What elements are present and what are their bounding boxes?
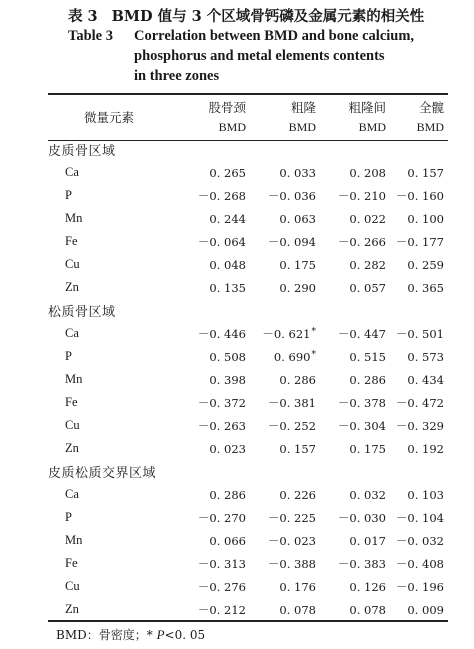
correlation-value-cell [250, 230, 320, 253]
footnote-abbreviation: BMD：骨密度； [56, 628, 147, 642]
correlation-value-cell [320, 575, 390, 598]
correlation-value-cell [320, 437, 390, 460]
correlation-value-cell [188, 575, 250, 598]
correlation-value-cell [250, 276, 320, 299]
table-title-english-line-1: Correlation between BMD and bone calcium, [134, 28, 415, 44]
correlation-value-cell [390, 368, 448, 391]
correlation-value: －0. 472 [395, 395, 444, 410]
correlation-value: －0. 160 [395, 188, 444, 203]
correlation-value: －0. 372 [197, 395, 246, 410]
footnote-p-symbol: P [156, 627, 165, 642]
correlation-value-cell [390, 575, 448, 598]
table-title-chinese [68, 5, 424, 26]
correlation-value: 0. 017 [349, 533, 386, 548]
table-row [48, 207, 448, 230]
correlation-value: 0. 078 [349, 602, 386, 617]
element-label: P [65, 188, 72, 202]
correlation-value-cell [390, 184, 448, 207]
correlation-value: －0. 064 [197, 234, 246, 249]
significance-mark: * [311, 349, 316, 360]
correlation-value-cell [250, 552, 320, 575]
correlation-value: 0. 515 [349, 349, 386, 364]
correlation-value-cell [188, 253, 250, 276]
correlation-value: 0. 398 [209, 372, 246, 387]
correlation-value: 0. 157 [279, 441, 316, 456]
correlation-value-cell [320, 414, 390, 437]
correlation-value: 0. 265 [209, 165, 246, 180]
correlation-value: 0. 365 [407, 280, 444, 295]
correlation-value: 0. 103 [407, 487, 444, 502]
table-row [48, 529, 448, 552]
correlation-value-cell [320, 184, 390, 207]
correlation-value-cell [250, 529, 320, 552]
correlation-value-cell [250, 207, 320, 230]
section-row [48, 460, 448, 483]
row-label-header: 微量元素 [84, 110, 135, 125]
correlation-value: 0. 259 [407, 257, 444, 272]
correlation-value-cell [188, 437, 250, 460]
correlation-value: 0. 226 [279, 487, 316, 502]
table-title-english [68, 26, 468, 86]
header-row-names [48, 96, 448, 117]
element-label: Ca [65, 487, 79, 501]
correlation-value: 0. 023 [209, 441, 246, 456]
element-label: Ca [65, 165, 79, 179]
table-row [48, 184, 448, 207]
correlation-value: 0. 244 [209, 211, 246, 226]
correlation-value: 0. 176 [279, 579, 316, 594]
correlation-value: －0. 378 [337, 395, 386, 410]
correlation-value-cell [320, 506, 390, 529]
correlation-value: －0. 094 [267, 234, 316, 249]
table-row [48, 552, 448, 575]
element-label: Ca [65, 326, 79, 340]
correlation-value: －0. 446 [197, 326, 246, 341]
correlation-value-cell [250, 598, 320, 621]
element-label: P [65, 510, 72, 524]
correlation-value: －0. 388 [267, 556, 316, 571]
correlation-value-cell [320, 322, 390, 345]
correlation-value: －0. 383 [337, 556, 386, 571]
correlation-value: －0. 408 [395, 556, 444, 571]
element-label: Fe [65, 234, 78, 248]
correlation-value-cell [390, 253, 448, 276]
col-header-total-hip: 全髋 [418, 99, 444, 115]
correlation-value: －0. 212 [197, 602, 246, 617]
col-unit: BMD [288, 120, 316, 134]
correlation-value: 0. 063 [279, 211, 316, 226]
correlation-value-cell [390, 598, 448, 621]
element-label: Mn [65, 372, 83, 386]
correlation-value-cell [390, 161, 448, 184]
table-body [48, 138, 448, 621]
correlation-value-cell [320, 276, 390, 299]
correlation-value: －0. 621 [262, 326, 311, 341]
correlation-value-cell [250, 253, 320, 276]
correlation-value-cell [250, 322, 320, 345]
correlation-value-cell [188, 598, 250, 621]
correlation-value: －0. 263 [197, 418, 246, 433]
table-row [48, 506, 448, 529]
correlation-value: －0. 225 [267, 510, 316, 525]
correlation-value-cell [250, 161, 320, 184]
correlation-value-cell [188, 322, 250, 345]
correlation-value-cell [320, 552, 390, 575]
correlation-value-cell [320, 345, 390, 368]
correlation-value-cell [188, 391, 250, 414]
correlation-value-cell [390, 506, 448, 529]
footnote-p-threshold: <0. 05 [164, 628, 206, 642]
correlation-value-cell [390, 345, 448, 368]
table-row [48, 368, 448, 391]
correlation-value-cell [320, 529, 390, 552]
correlation-value: －0. 023 [267, 533, 316, 548]
significance-mark: * [311, 326, 316, 337]
correlation-value: 0. 508 [209, 349, 246, 364]
correlation-value-cell [188, 161, 250, 184]
correlation-value-cell [390, 322, 448, 345]
correlation-value-cell [188, 368, 250, 391]
correlation-value-cell [250, 345, 320, 368]
correlation-value: 0. 078 [279, 602, 316, 617]
table-row [48, 575, 448, 598]
correlation-value: －0. 177 [395, 234, 444, 249]
correlation-value: 0. 066 [209, 533, 246, 548]
correlation-value: －0. 030 [337, 510, 386, 525]
correlation-value: －0. 276 [197, 579, 246, 594]
correlation-value-cell [390, 276, 448, 299]
correlation-value: 0. 175 [349, 441, 386, 456]
table-row [48, 322, 448, 345]
correlation-value: 0. 573 [407, 349, 444, 364]
element-label: Fe [65, 556, 78, 570]
table-row [48, 391, 448, 414]
table-number-english: Table 3 [68, 28, 113, 44]
correlation-value-cell [390, 230, 448, 253]
correlation-value-cell [188, 230, 250, 253]
correlation-value-cell [390, 207, 448, 230]
correlation-value: 0. 208 [349, 165, 386, 180]
correlation-value-cell [320, 161, 390, 184]
element-label: Fe [65, 395, 78, 409]
correlation-value: －0. 252 [267, 418, 316, 433]
correlation-value: －0. 032 [395, 533, 444, 548]
table-row [48, 437, 448, 460]
section-row [48, 299, 448, 322]
col-header-trochanter: 粗隆 [290, 99, 316, 115]
correlation-value: －0. 268 [197, 188, 246, 203]
correlation-value: 0. 033 [279, 165, 316, 180]
col-unit: BMD [416, 120, 444, 134]
correlation-value: 0. 157 [407, 165, 444, 180]
correlation-value-cell [390, 437, 448, 460]
correlation-value: 0. 126 [349, 579, 386, 594]
correlation-value-cell [390, 552, 448, 575]
element-label: Mn [65, 211, 83, 225]
correlation-value-cell [320, 368, 390, 391]
correlation-value-cell [188, 414, 250, 437]
section-title: 松质骨区域 [48, 305, 116, 320]
table-number-chinese: 表 3 [68, 8, 98, 25]
correlation-value: －0. 501 [395, 326, 444, 341]
correlation-value-cell [320, 253, 390, 276]
correlation-value: －0. 210 [337, 188, 386, 203]
correlation-value-cell [250, 483, 320, 506]
correlation-value-cell [250, 391, 320, 414]
section-title: 皮质松质交界区域 [48, 466, 157, 481]
element-label: P [65, 349, 72, 363]
correlation-value: 0. 282 [349, 257, 386, 272]
correlation-value-cell [188, 506, 250, 529]
correlation-value-cell [320, 598, 390, 621]
correlation-value: －0. 329 [395, 418, 444, 433]
correlation-value: 0. 135 [209, 280, 246, 295]
correlation-value-cell [390, 483, 448, 506]
section-row [48, 138, 448, 161]
table-row [48, 483, 448, 506]
correlation-value: 0. 032 [349, 487, 386, 502]
correlation-value-cell [188, 483, 250, 506]
correlation-value: －0. 036 [267, 188, 316, 203]
table-row [48, 161, 448, 184]
correlation-value: 0. 192 [407, 441, 444, 456]
correlation-value: －0. 266 [337, 234, 386, 249]
correlation-value-cell [250, 414, 320, 437]
correlation-value: 0. 175 [279, 257, 316, 272]
table-footnote [56, 626, 205, 643]
correlation-value-cell [250, 184, 320, 207]
table-row [48, 345, 448, 368]
correlation-value: －0. 304 [337, 418, 386, 433]
table-title-english-line-2: phosphorus and metal elements contents [134, 48, 385, 64]
correlation-value-cell [188, 552, 250, 575]
table-row [48, 598, 448, 621]
correlation-value: －0. 196 [395, 579, 444, 594]
correlation-value-cell [188, 276, 250, 299]
table-row [48, 276, 448, 299]
element-label: Cu [65, 257, 80, 271]
col-unit: BMD [218, 120, 246, 134]
correlation-value: －0. 447 [337, 326, 386, 341]
correlation-value: 0. 690 [273, 349, 311, 364]
correlation-value: 0. 048 [209, 257, 246, 272]
correlation-value-cell [320, 391, 390, 414]
correlation-value-cell [320, 483, 390, 506]
correlation-value: 0. 286 [209, 487, 246, 502]
correlation-value-cell [320, 207, 390, 230]
table-row [48, 230, 448, 253]
correlation-value: －0. 313 [197, 556, 246, 571]
correlation-value-cell [390, 414, 448, 437]
correlation-value-cell [188, 184, 250, 207]
top-rule [48, 93, 448, 95]
correlation-value: 0. 057 [349, 280, 386, 295]
element-label: Zn [65, 280, 79, 294]
correlation-value-cell [250, 575, 320, 598]
correlation-value: －0. 104 [395, 510, 444, 525]
correlation-value-cell [390, 529, 448, 552]
correlation-value: －0. 381 [267, 395, 316, 410]
correlation-value-cell [250, 506, 320, 529]
section-title: 皮质骨区域 [48, 144, 116, 159]
correlation-value: 0. 286 [279, 372, 316, 387]
correlation-value: 0. 286 [349, 372, 386, 387]
correlation-value: 0. 290 [279, 280, 316, 295]
correlation-value-cell [188, 207, 250, 230]
element-label: Cu [65, 418, 80, 432]
correlation-value: 0. 009 [407, 602, 444, 617]
correlation-value-cell [188, 345, 250, 368]
footnote-mark: * [146, 628, 157, 642]
correlation-value-cell [250, 437, 320, 460]
table-title-chinese-text: BMD 值与 3 个区域骨钙磷及金属元素的相关性 [111, 8, 425, 25]
correlation-value: 0. 022 [349, 211, 386, 226]
correlation-value: －0. 270 [197, 510, 246, 525]
element-label: Mn [65, 533, 83, 547]
col-header-femoral-neck: 股骨颈 [208, 99, 246, 115]
element-label: Zn [65, 602, 79, 616]
correlation-value-cell [390, 391, 448, 414]
correlation-value: 0. 100 [407, 211, 444, 226]
table-row [48, 414, 448, 437]
correlation-value-cell [188, 529, 250, 552]
element-label: Zn [65, 441, 79, 455]
table-title-english-line-3: in three zones [134, 68, 220, 84]
col-unit: BMD [358, 120, 386, 134]
correlation-table [48, 96, 448, 621]
correlation-value: 0. 434 [407, 372, 444, 387]
col-header-intertrochanter: 粗隆间 [348, 99, 386, 115]
correlation-value-cell [250, 368, 320, 391]
element-label: Cu [65, 579, 80, 593]
correlation-value-cell [320, 230, 390, 253]
table-row [48, 253, 448, 276]
